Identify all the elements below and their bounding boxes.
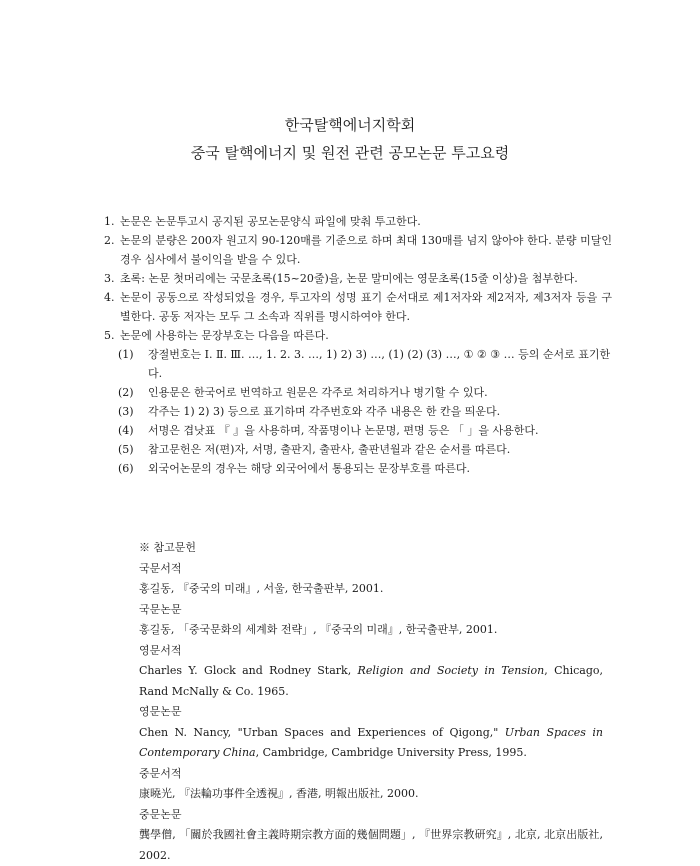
chinese-paper-entry: 龔學僧, 「關於我國社會主義時期宗教方面的幾個問題」, 『世界宗教研究』, 北京, 北京出版社, 2002. [139, 828, 603, 862]
korean-papers-label: 국문논문 [139, 602, 182, 616]
subrule-1 [104, 345, 612, 383]
english-paper-book-title: Urban Spaces in Contemporary China [139, 725, 603, 759]
subrule-2 [104, 383, 612, 402]
subrule-number: (5) [118, 443, 134, 456]
english-paper-author-article: Chen N. Nancy, "Urban Spaces and Experiences of Qigong," [139, 725, 505, 739]
english-paper-entry [139, 723, 603, 764]
korean-book-entry: 홍길동, 『중국의 미래』, 서울, 한국출판부, 2001. [139, 582, 384, 595]
document-title: 중국 탈핵에너지 및 원전 관련 공모논문 투고요령 [190, 144, 510, 162]
rule-number: 5. [104, 329, 115, 342]
rule-4 [104, 288, 612, 326]
subrule-number: (4) [118, 424, 134, 437]
society-title: 한국탈핵에너지학회 [284, 116, 416, 134]
subrule-5 [104, 440, 612, 459]
subrule-text: 장절번호는 Ⅰ. Ⅱ. Ⅲ. …, 1. 2. 3. …, 1) 2) 3) …, (1) (2) (3) …, ① ② ③ … 등의 순서로 표기한다. [148, 348, 611, 380]
rule-number: 3. [104, 272, 115, 285]
chinese-papers-label: 중문논문 [139, 807, 182, 821]
rule-number: 2. [104, 234, 115, 247]
subrule-6 [104, 459, 612, 478]
references-section [139, 538, 603, 866]
chinese-book-entry: 康曉光, 『法輪功事件全透視』, 香港, 明報出版社, 2000. [139, 787, 419, 800]
english-books-label: 영문서적 [139, 643, 182, 657]
subrule-text: 참고문헌은 저(편)자, 서명, 출판지, 출판사, 출판년월과 같은 순서를 따른다. [148, 443, 511, 456]
english-book-publication: , Chicago, Rand McNally & Co. 1965. [139, 664, 603, 698]
subrule-number: (3) [118, 405, 134, 418]
rule-2 [104, 231, 612, 269]
rule-text: 논문이 공동으로 작성되었을 경우, 투고자의 성명 표기 순서대로 제1저자와 제2저자, 제3저자 등을 구별한다. 공동 저자는 모두 그 소속과 직위를 명시하여야 한다. [120, 291, 612, 323]
rule-3 [104, 269, 612, 288]
subrule-3 [104, 402, 612, 421]
subrule-number: (2) [118, 386, 134, 399]
rule-text: 초록: 논문 첫머리에는 국문초록(15~20줄)을, 논문 말미에는 영문초록(15줄 이상)을 첨부한다. [120, 272, 578, 285]
subrule-number: (1) [118, 348, 134, 361]
subrule-4 [104, 421, 612, 440]
subrule-text: 각주는 1) 2) 3) 등으로 표기하며 각주번호와 각주 내용은 한 칸을 띄운다. [148, 405, 501, 418]
korean-books-label: 국문서적 [139, 561, 182, 575]
subrule-text: 인용문은 한국어로 번역하고 원문은 각주로 처리하거나 병기할 수 있다. [148, 386, 488, 399]
submission-rules [104, 212, 612, 478]
subrule-text: 서명은 겹낫표 『 』을 사용하며, 작품명이나 논문명, 편명 등은 「 」을 사용한다. [148, 424, 539, 437]
references-heading: ※ 참고문헌 [139, 541, 197, 554]
rule-1 [104, 212, 612, 231]
english-book-entry [139, 661, 603, 702]
korean-paper-entry: 홍길동, 「중국문화의 세계화 전략」, 『중국의 미래』, 한국출판부, 2001. [139, 623, 498, 636]
english-papers-label: 영문논문 [139, 705, 182, 718]
rule-number: 4. [104, 291, 115, 304]
rule-number: 1. [104, 215, 115, 228]
chinese-books-label: 중문서적 [139, 766, 182, 780]
rule-5 [104, 326, 612, 345]
english-book-authors: Charles Y. Glock and Rodney Stark, [139, 664, 358, 677]
rule-text: 논문은 논문투고시 공지된 공모논문양식 파일에 맞춰 투고한다. [120, 215, 421, 228]
rule-text: 논문에 사용하는 문장부호는 다음을 따른다. [120, 329, 329, 342]
rule-text: 논문의 분량은 200자 원고지 90-120매를 기준으로 하며 최대 130매를 넘지 않아야 한다. 분량 미달인 경우 심사에서 불이익을 받을 수 있다. [120, 234, 612, 266]
english-book-title: Religion and Society in Tension [357, 664, 545, 677]
english-paper-publication: , Cambridge, Cambridge University Press, 1995. [255, 746, 527, 759]
subrule-number: (6) [118, 462, 134, 475]
subrule-text: 외국어논문의 경우는 해당 외국어에서 통용되는 문장부호를 따른다. [148, 462, 471, 475]
